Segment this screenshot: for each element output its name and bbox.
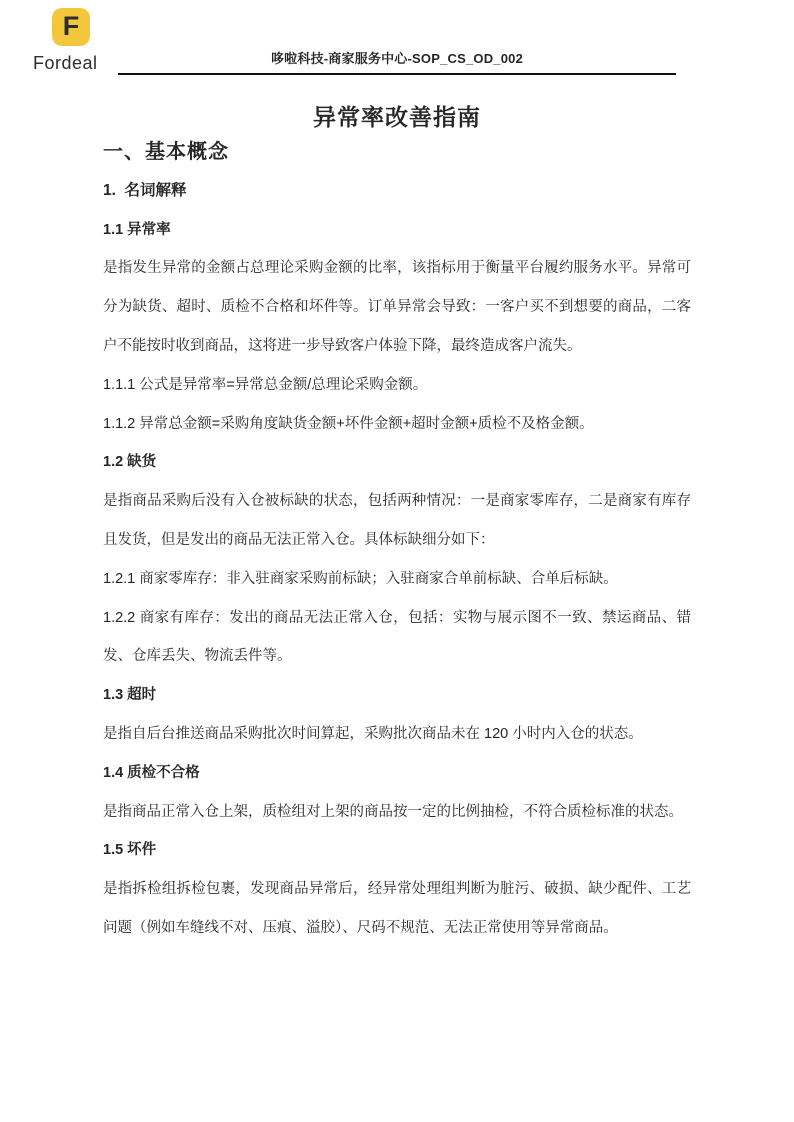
paragraph: 1.1.2 异常总金额=采购角度缺货金额+坏件金额+超时金额+质检不及格金额。 xyxy=(103,415,594,432)
page-title: 异常率改善指南 xyxy=(313,104,481,130)
logo xyxy=(33,8,98,74)
paragraph: 1.1.1 公式是异常率=异常总金额/总理论采购金额。 xyxy=(103,376,428,393)
paragraph: 是指拆检组拆检包裹，发现商品异常后，经异常处理组判断为脏污、破损、缺少配件、工艺问题（例如车缝线不对、压痕、溢胶）、尺码不规范、无法正常使用等异常商品。 xyxy=(103,881,691,936)
section-heading-level3: 1.1 异常率 xyxy=(103,221,171,238)
section-heading-level3: 1.3 超时 xyxy=(103,687,157,704)
section-heading-level3: 1.5 坏件 xyxy=(103,842,157,859)
paragraph: 是指商品采购后没有入仓被标缺的状态，包括两种情况：一是商家零库存，二是商家有库存且发货，但是发出的商品无法正常入仓。具体标缺细分如下： xyxy=(103,493,691,548)
header-doc-code: 哆啦科技-商家服务中心-SOP_CS_OD_002 xyxy=(270,51,524,66)
logo-square-icon xyxy=(52,8,90,46)
section-heading-level3: 1.2 缺货 xyxy=(103,454,157,471)
section-heading-level1: 一、基本概念 xyxy=(103,141,229,163)
section-heading-level3: 1.4 质检不合格 xyxy=(103,764,200,781)
paragraph: 1.2.1 商家零库存：非入驻商家采购前标缺；入驻商家合单前标缺、合单后标缺。 xyxy=(103,570,618,587)
paragraph: 1.2.2 商家有库存：发出的商品无法正常入仓，包括：实物与展示图不一致、禁运商品、错发、仓库丢失、物流丢件等。 xyxy=(103,609,691,665)
logo-letter: F xyxy=(62,10,80,41)
brand-name: Fordeal xyxy=(33,53,98,73)
paragraph: 是指发生异常的金额占总理论采购金额的比率，该指标用于衡量平台履约服务水平。异常可分为缺货、超时、质检不合格和坏件等。订单异常会导致：一客户买不到想要的商品，二客户不能按时收到商品，这将进一步导致客户体验下降，最终造成客户流失。 xyxy=(103,260,691,354)
section-heading-level2: 1. 名词解释 xyxy=(103,181,187,199)
paragraph: 是指商品正常入仓上架，质检组对上架的商品按一定的比例抽检，不符合质检标准的状态。 xyxy=(103,803,683,820)
paragraph: 是指自后台推送商品采购批次时间算起，采购批次商品未在 120 小时内入仓的状态。 xyxy=(103,725,643,742)
header-rule xyxy=(118,73,676,75)
document-body xyxy=(103,133,691,948)
